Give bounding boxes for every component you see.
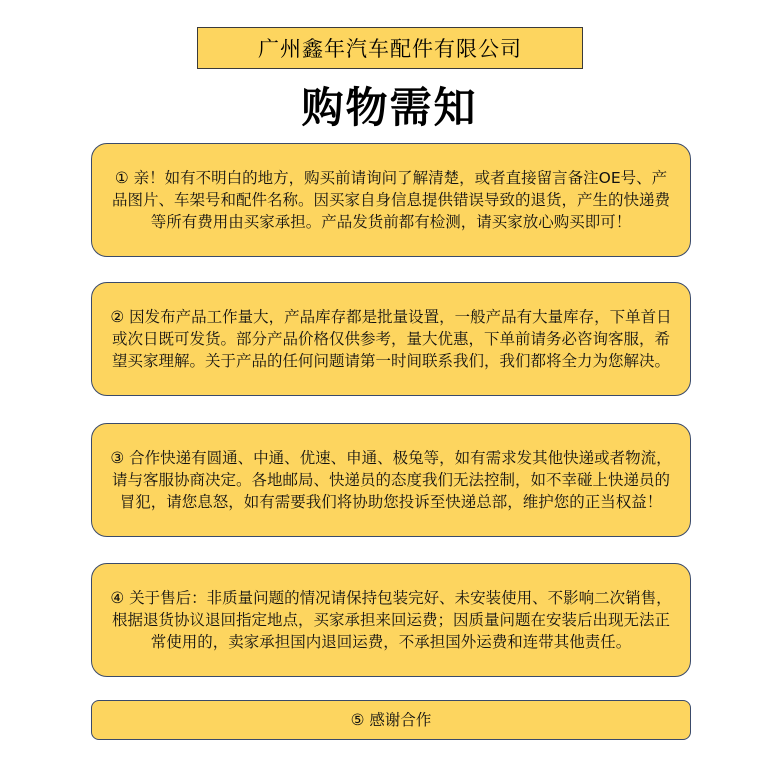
notice-box-1 bbox=[91, 143, 691, 257]
notice-box-4 bbox=[91, 563, 691, 677]
notice-text-1: ① 亲！如有不明白的地方，购买前请询问了解清楚，或者直接留言备注OE号、产品图片、车架号和配件名称。因买家自身信息提供错误导致的退货，产生的快递费等所有费用由买家承担。产品发货前都有检测，请买家放心购买即可！ bbox=[111, 169, 670, 231]
notice-box-5 bbox=[91, 700, 691, 740]
notice-text-3: ③ 合作快递有圆通、中通、优速、申通、极兔等，如有需求发其他快递或者物流，请与客服协商决定。各地邮局、快递员的态度我们无法控制，如不幸碰上快递员的冒犯，请您息怒，如有需要我们将协助您投诉至快递总部，维护您的正当权益！ bbox=[110, 449, 672, 511]
company-name: 广州鑫年汽车配件有限公司 bbox=[258, 37, 522, 61]
company-name-banner bbox=[197, 27, 583, 69]
notice-text-2: ② 因发布产品工作量大，产品库存都是批量设置，一般产品有大量库存，下单首日或次日既可发货。部分产品价格仅供参考，量大优惠，下单前请务必咨询客服，希望买家理解。关于产品的任何问题请第一时间联系我们，我们都将全力为您解决。 bbox=[110, 308, 672, 370]
notice-box-3 bbox=[91, 423, 691, 537]
page-title: 购物需知 bbox=[301, 83, 478, 132]
notice-text-5: ⑤ 感谢合作 bbox=[350, 711, 432, 729]
notice-box-2 bbox=[91, 282, 691, 396]
notice-text-4: ④ 关于售后：非质量问题的情况请保持包装完好、未安装使用、不影响二次销售，根据退货协议退回指定地点，买家承担来回运费；因质量问题在安装后出现无法正常使用的，卖家承担国内退回运费，不承担国外运费和连带其他责任。 bbox=[110, 589, 672, 651]
